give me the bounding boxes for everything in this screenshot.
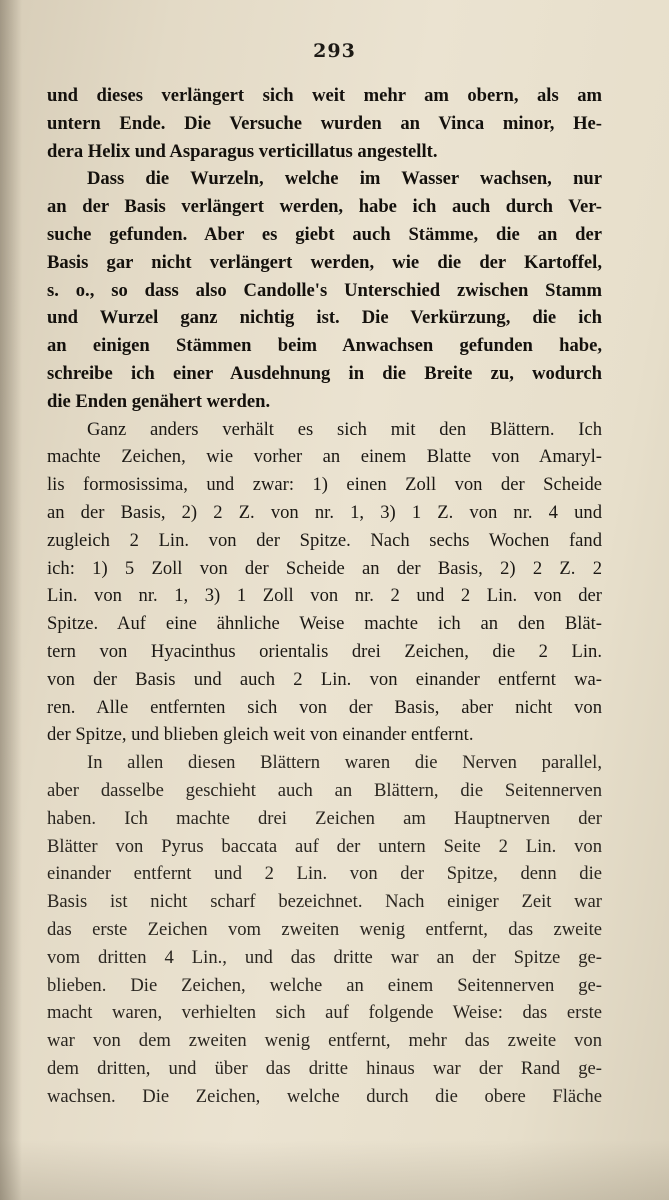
text-line: vom dritten 4 Lin., und das dritte war an der Spitze ge- <box>47 946 602 968</box>
text-line: das erste Zeichen vom zweiten wenig entfernt, das zweite <box>47 918 602 940</box>
page-gutter-shadow <box>0 0 22 1200</box>
paragraph-1 <box>47 82 602 165</box>
text-line: Ganz anders verhält es sich mit den Blättern. Ich <box>87 418 602 440</box>
text-line: untern Ende. Die Versuche wurden an Vinca minor, He- <box>47 112 602 134</box>
page-bottom-shade <box>0 1140 669 1200</box>
text-line: haben. Ich machte drei Zeichen am Hauptnerven der <box>47 807 602 829</box>
text-line: dem dritten, und über das dritte hinaus war der Rand ge- <box>47 1057 602 1079</box>
page-number: 293 <box>313 40 356 62</box>
text-line: war von dem zweiten wenig entfernt, mehr das zweite von <box>47 1030 602 1052</box>
text-line: die Enden genähert werden. <box>47 390 271 412</box>
text-line: tern von Hyacinthus orientalis drei Zeichen, die 2 Lin. <box>47 640 602 662</box>
paragraph-2 <box>47 165 602 415</box>
text-line: der Spitze, und blieben gleich weit von einander entfernt. <box>47 724 474 746</box>
text-line: In allen diesen Blättern waren die Nerven parallel, <box>87 752 602 774</box>
text-line: aber dasselbe geschieht auch an Blättern, die Seitennerven <box>47 779 602 801</box>
text-line: Basis ist nicht scharf bezeichnet. Nach einiger Zeit war <box>47 891 602 913</box>
text-line: an einigen Stämmen beim Anwachsen gefunden habe, <box>47 335 602 357</box>
text-line: Dass die Wurzeln, welche im Wasser wachsen, nur <box>87 168 602 190</box>
text-line: dera Helix und Asparagus verticillatus angestellt. <box>47 140 438 162</box>
body-text <box>47 82 602 1110</box>
text-line: machte Zeichen, wie vorher an einem Blatte von Amaryl- <box>47 446 602 468</box>
paragraph-4 <box>47 749 602 1110</box>
text-line: an der Basis, 2) 2 Z. von nr. 1, 3) 1 Z. von nr. 4 und <box>47 501 602 523</box>
text-line: Blätter von Pyrus baccata auf der untern Seite 2 Lin. von <box>47 835 602 857</box>
text-line: suche gefunden. Aber es giebt auch Stämme, die an der <box>47 223 602 245</box>
text-line: Basis gar nicht verlängert werden, wie die der Kartoffel, <box>47 251 602 273</box>
text-line: ich: 1) 5 Zoll von der Scheide an der Basis, 2) 2 Z. 2 <box>47 557 602 579</box>
text-line: ren. Alle entfernten sich von der Basis, aber nicht von <box>47 696 602 718</box>
text-line: und dieses verlängert sich weit mehr am obern, als am <box>47 85 602 106</box>
text-line: zugleich 2 Lin. von der Spitze. Nach sechs Wochen fand <box>47 529 602 551</box>
text-line: einander entfernt und 2 Lin. von der Spitze, denn die <box>47 863 602 885</box>
text-line: s. o., so dass also Candolle's Unterschied zwischen Stamm <box>47 279 602 301</box>
text-line: blieben. Die Zeichen, welche an einem Seitennerven ge- <box>47 974 602 996</box>
text-line: schreibe ich einer Ausdehnung in die Breite zu, wodurch <box>47 362 602 384</box>
paragraph-3 <box>47 416 602 750</box>
text-line: lis formosissima, und zwar: 1) einen Zoll von der Scheide <box>47 474 602 496</box>
text-line: Spitze. Auf eine ähnliche Weise machte ich an den Blät- <box>47 613 602 635</box>
text-line: wachsen. Die Zeichen, welche durch die obere Fläche <box>47 1085 602 1107</box>
text-line: Lin. von nr. 1, 3) 1 Zoll von nr. 2 und 2 Lin. von der <box>47 585 602 607</box>
text-line: von der Basis und auch 2 Lin. von einander entfernt wa- <box>47 668 602 690</box>
text-line: macht waren, verhielten sich auf folgende Weise: das erste <box>47 1002 602 1024</box>
text-line: an der Basis verlängert werden, habe ich auch durch Ver- <box>47 196 602 218</box>
text-line: und Wurzel ganz nichtig ist. Die Verkürzung, die ich <box>47 307 602 329</box>
